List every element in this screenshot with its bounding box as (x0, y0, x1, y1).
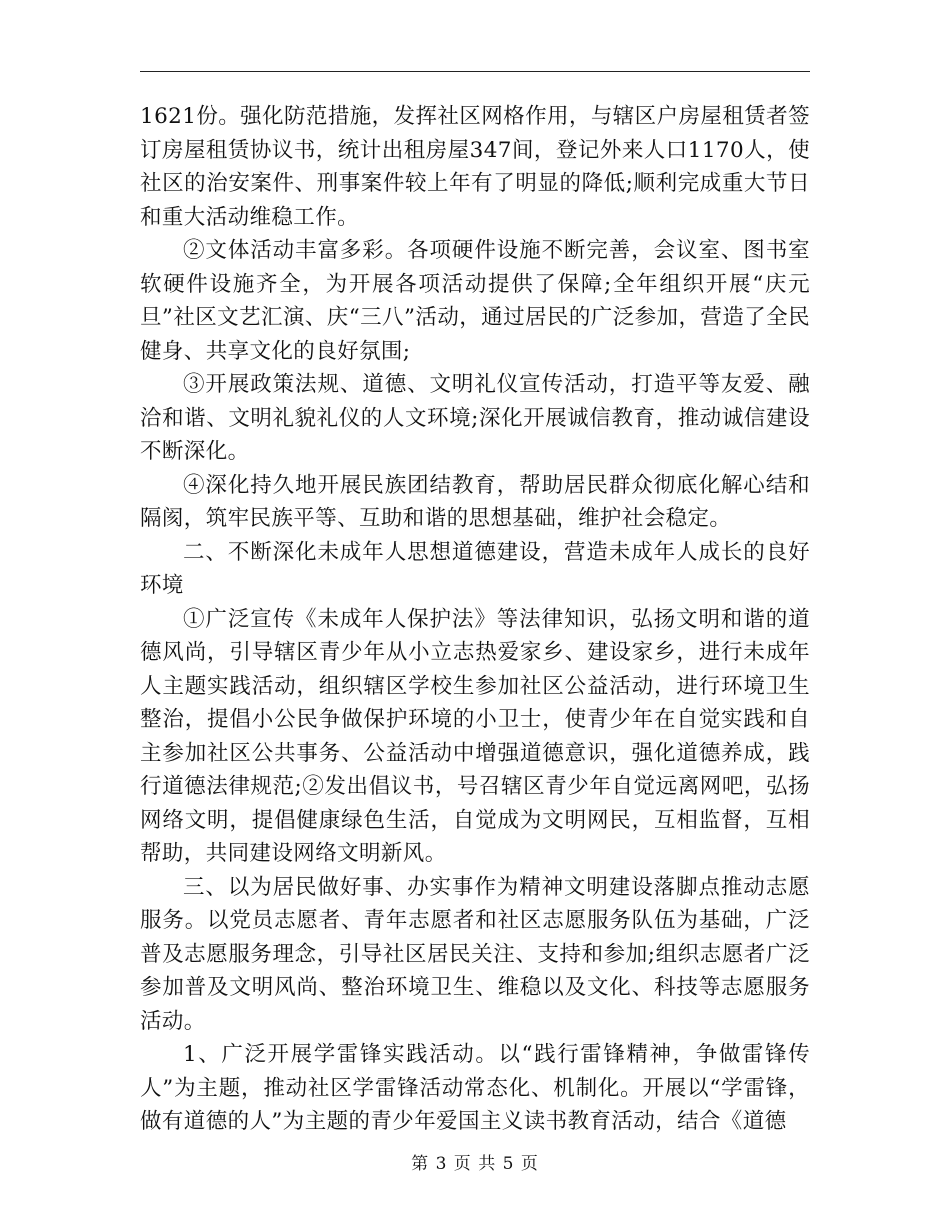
page-number-footer: 第 3 页 共 5 页 (411, 1154, 539, 1174)
section-heading-3: 三、以为居民做好事、办实事作为精神文明建设落脚点推动志愿服务。以党员志愿者、青年志愿者和社区志愿服务队伍为基础，广泛普及志愿服务理念，引导社区居民关注、支持和参加;组织志愿者广泛参加普及文明风尚、整治环境卫生、维稳以及文化、科技等志愿服务活动。 (140, 874, 810, 1034)
paragraph-1: 1621份。强化防范措施，发挥社区网格作用，与辖区户房屋租赁者签订房屋租赁协议书，统计出租房屋347间，登记外来人口1170人，使社区的治安案件、刑事案件较上年有了明显的降低;顺利完成重大节日和重大活动维稳工作。 (140, 104, 810, 230)
paragraph-3: ③开展政策法规、道德、文明礼仪宣传活动，打造平等友爱、融洽和谐、文明礼貌礼仪的人文环境;深化开展诚信教育，推动诚信建设不断深化。 (140, 372, 810, 464)
header-rule (140, 71, 810, 72)
section-heading-2: 二、不断深化未成年人思想道德建设，营造未成年人成长的良好环境 (140, 539, 810, 598)
paragraph-6: ①广泛宣传《未成年人保护法》等法律知识，弘扬文明和谐的道德风尚，引导辖区青少年从小立志热爱家乡、建设家乡，进行未成年人主题实践活动，组织辖区学校生参加社区公益活动，进行环境卫生整治，提倡小公民争做保护环境的小卫士，使青少年在自觉实践和自主参加社区公共事务、公益活动中增强道德意识，强化道德养成，践行道德法律规范;②发出倡议书，号召辖区青少年自觉远离网吧，弘扬网络文明，提倡健康绿色生活，自觉成为文明网民，互相监督，互相帮助，共同建设网络文明新风。 (140, 606, 810, 866)
paragraph-4: ④深化持久地开展民族团结教育，帮助居民群众彻底化解心结和隔阂，筑牢民族平等、互助和谐的思想基础，维护社会稳定。 (140, 472, 810, 531)
document-body (140, 100, 810, 1139)
paragraph-2: ②文体活动丰富多彩。各项硬件设施不断完善，会议室、图书室软硬件设施齐全，为开展各项活动提供了保障;全年组织开展“庆元旦”社区文艺汇演、庆“三八”活动，通过居民的广泛参加，营造了全民健身、共享文化的良好氛围; (140, 238, 810, 364)
paragraph-8: 1、广泛开展学雷锋实践活动。以“践行雷锋精神，争做雷锋传人”为主题，推动社区学雷锋活动常态化、机制化。开展以“学雷锋，做有道德的人”为主题的青少年爱国主义读书教育活动，结合《道德 (140, 1042, 810, 1134)
